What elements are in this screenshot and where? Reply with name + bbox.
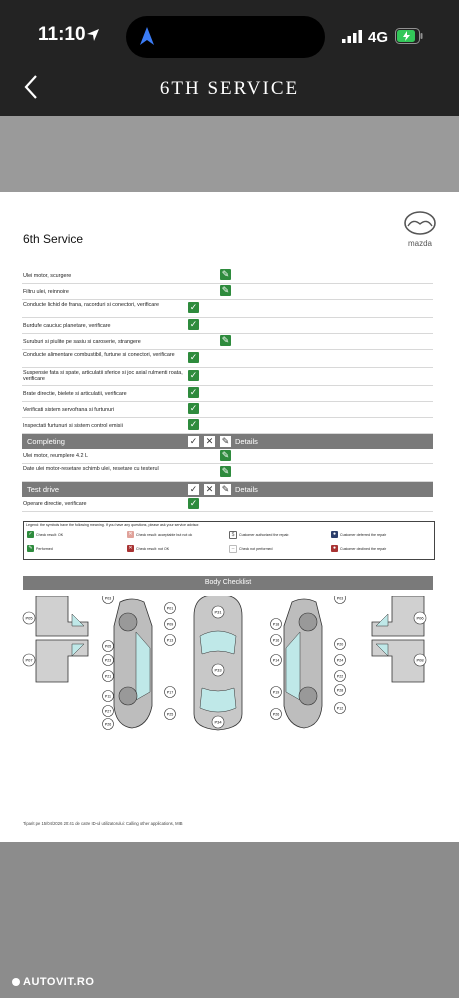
legend-text: Customer authorized the repair. [239, 533, 290, 537]
row-label: Ulei motor, reumplere 4.2 L [23, 453, 89, 459]
dynamic-island [126, 16, 325, 58]
panel-label: P14 [272, 658, 280, 663]
panel-label: P03 [104, 596, 112, 601]
cross-icon: ✕ [205, 484, 214, 494]
panel-label: P09 [166, 622, 174, 627]
mazda-logo [400, 208, 440, 248]
legend-item [331, 545, 386, 552]
autovit-watermark [12, 976, 94, 988]
row-label: Inspectati furtunuri si sistem control emisii [23, 423, 123, 429]
deferred-icon: ● [332, 531, 337, 537]
checklist-row [22, 318, 433, 334]
panel-label: P11 [104, 694, 112, 699]
location-arrow-icon [86, 28, 100, 42]
page-title: 6TH SERVICE [159, 78, 300, 99]
checklist-row [22, 300, 433, 318]
panel-label: P26 [272, 712, 280, 717]
panel-label: P28 [336, 688, 344, 693]
check-ok-icon: ✓ [189, 498, 198, 508]
check-ok-icon: ✓ [189, 403, 198, 413]
panel-label: P05 [25, 615, 33, 621]
performed-icon: ✎ [28, 545, 33, 551]
status-time: 11:10 [38, 24, 86, 45]
image-viewer-background-top [0, 116, 459, 192]
battery-icon [395, 28, 423, 44]
checklist-row [22, 464, 433, 482]
completing-section-header [22, 434, 433, 449]
checklist-row [22, 449, 433, 464]
row-label: Conducte lichid de frana, racorduri si conectori, verificare [23, 302, 160, 308]
panel-label: P08 [416, 657, 424, 663]
legend-text: Check result: OK [36, 532, 64, 537]
check-icon: ✓ [189, 484, 198, 494]
service-document [0, 192, 459, 842]
legend-item [229, 531, 289, 539]
row-label: Verificati sistem servofrana si furtunuri [23, 407, 115, 413]
checklist-row [22, 284, 433, 300]
panel-label: P16 [272, 638, 280, 643]
legend-text: Performed [36, 546, 53, 551]
door-panel-front-left [36, 596, 88, 636]
check-ok-icon: ✓ [189, 387, 198, 397]
legend-item [27, 545, 53, 552]
checklist-row [22, 418, 433, 434]
autovit-logo-icon [12, 978, 20, 986]
panel-label: P07 [25, 657, 33, 663]
details-label: Details [235, 437, 258, 446]
check-ok-icon: ✓ [189, 302, 198, 312]
legend-text: Check result: acceptable but not ok [136, 532, 193, 537]
panel-label: P25 [166, 712, 174, 717]
checklist-row [22, 402, 433, 418]
legend-item [27, 531, 63, 538]
acceptable-icon: ✕ [128, 531, 133, 537]
panel-label: P27 [104, 709, 112, 714]
navigation-bar [0, 60, 459, 116]
panel-label: P20 [336, 642, 344, 647]
panel-label: P01 [166, 606, 174, 611]
panel-label: P18 [272, 622, 280, 627]
panel-label: P12 [336, 706, 344, 711]
performed-icon: ✎ [221, 466, 230, 476]
check-ok-icon: ✓ [189, 352, 198, 362]
checklist-row [22, 497, 433, 512]
row-label: Ulei motor, scurgere [23, 273, 72, 279]
section-label: Test drive [27, 485, 60, 494]
legend-box [23, 521, 435, 560]
row-label: Suspensie fata si spate, articulatii sferice si joc axial rulmenti roata, verificare [23, 370, 183, 383]
signal-icon [342, 30, 362, 43]
check-ok-icon: ✓ [28, 531, 33, 537]
legend-item [127, 531, 192, 538]
cross-icon: ✕ [205, 436, 214, 446]
legend-title: Legend: the symbols have the following meaning. If you have any questions, please ask your service advisor. [26, 523, 200, 527]
declined-icon: ● [332, 545, 337, 551]
panel-label: P05 [104, 644, 112, 649]
body-checklist-header: Body Checklist [23, 576, 433, 590]
test-drive-section-header [22, 482, 433, 497]
section-label: Completing [27, 437, 65, 446]
row-label: Burdufe cauciuc planetare, verificare [23, 323, 111, 329]
row-label: Suruburi si piulite pe sasiu si caroserie, strangere [23, 339, 141, 345]
panel-label: P13 [166, 638, 174, 643]
status-bar [0, 0, 459, 60]
not-performed-icon: – [229, 545, 237, 553]
network-label: 4G [368, 29, 389, 46]
panel-label: P24 [336, 658, 344, 663]
performed-icon: ✎ [221, 285, 230, 295]
navigation-icon [140, 27, 154, 45]
legend-item [331, 531, 386, 538]
performed-icon: ✎ [221, 484, 230, 494]
check-ok-icon: ✓ [189, 419, 198, 429]
row-label: Date ulei motor-resetare schimb ulei, resetare cu testerul [23, 466, 159, 472]
panel-label: P33 [214, 667, 222, 673]
check-ok-icon: ✓ [189, 319, 198, 329]
service-checklist [22, 268, 433, 512]
checklist-row [22, 334, 433, 350]
watermark-text: AUTOVIT.RO [23, 976, 95, 988]
panel-label: P03 [336, 596, 344, 601]
legend-text: Customer deferred the repair [340, 532, 387, 537]
legend-text: Check not performed [239, 547, 273, 551]
panel-label: P06 [416, 615, 424, 621]
not-ok-icon: ✕ [128, 545, 133, 551]
svg-text:mazda: mazda [407, 239, 433, 248]
legend-item [127, 545, 169, 552]
check-ok-icon: ✓ [189, 370, 198, 380]
legend-text: Check result: not OK [136, 546, 170, 551]
details-label: Details [235, 485, 258, 494]
row-label: Operare directie, verificare [23, 501, 87, 507]
image-viewer-background-bottom [0, 842, 459, 998]
checklist-row [22, 368, 433, 386]
authorized-icon: $ [229, 531, 237, 539]
print-footer: Tiparit pe 15/04/2026 20:41 de catre ID-ul utilizatorului: Calling other applications, MIB [23, 821, 183, 826]
document-title: 6th Service [23, 232, 84, 246]
body-checklist-diagram [20, 596, 440, 736]
legend-item [229, 545, 273, 553]
panel-label: P19 [272, 690, 280, 695]
panel-label: P17 [166, 690, 174, 695]
performed-icon: ✎ [221, 335, 230, 345]
panel-label: P26 [104, 722, 112, 727]
row-label: Filtru ulei, reinnoire [23, 289, 69, 295]
panel-label: P34 [214, 719, 222, 725]
panel-label: P22 [336, 674, 344, 679]
panel-label: P21 [104, 674, 112, 679]
check-icon: ✓ [189, 436, 198, 446]
legend-text: Customer declined the repair [340, 546, 387, 551]
checklist-row [22, 350, 433, 368]
checklist-row [22, 386, 433, 402]
panel-label: P31 [214, 609, 222, 615]
performed-icon: ✎ [221, 450, 230, 460]
checklist-row [22, 268, 433, 284]
row-label: Conducte alimentare combustibil, furtune si conectori, verificare [23, 352, 175, 358]
panel-label: P23 [104, 658, 112, 663]
performed-icon: ✎ [221, 436, 230, 446]
performed-icon: ✎ [221, 269, 230, 279]
row-label: Brate directie, bielete si articulatii, verificare [23, 391, 127, 397]
